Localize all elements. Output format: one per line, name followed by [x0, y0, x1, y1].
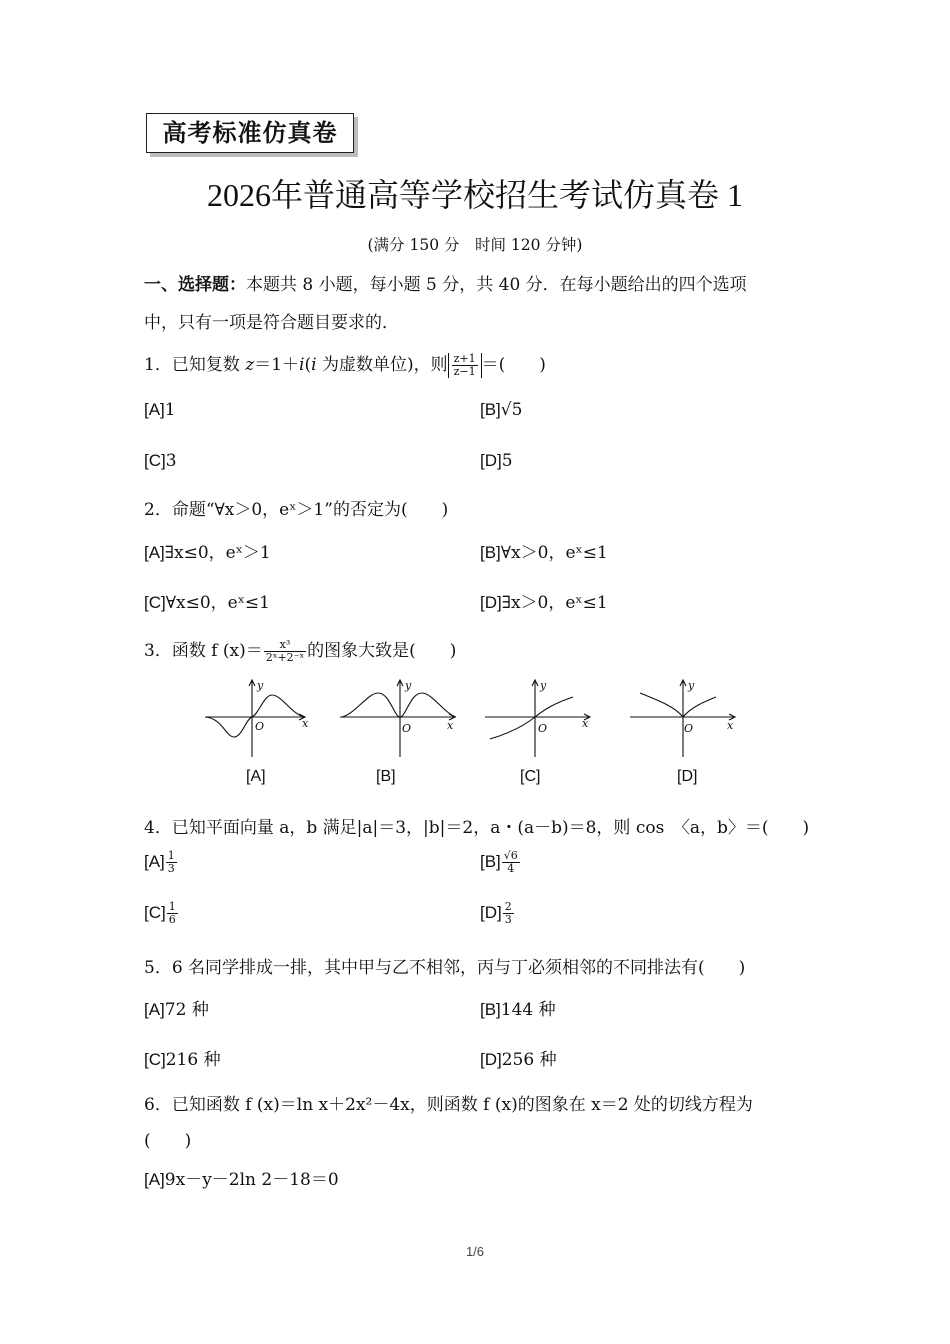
svg-text:O: O [538, 722, 548, 735]
question-2-stem: 2．命题“∀x＞0，eˣ＞1”的否定为( ) [144, 500, 449, 520]
question-6-stem-line1: 6．已知函数 f (x)＝ln x＋2x²－4x，则函数 f (x)的图象在 x＝2 处的切线方程为 [144, 1095, 753, 1115]
graph-d[interactable] [630, 680, 735, 757]
q2-option-a[interactable]: [A]∃x≤0，eˣ＞1 [144, 543, 271, 563]
svg-text:x: x [302, 717, 309, 730]
q1-option-b[interactable]: [B]√5 [480, 400, 523, 420]
section-intro-line2: 中，只有一项是符合题目要求的． [144, 313, 399, 333]
svg-text:x: x [582, 717, 589, 730]
graph-b[interactable] [340, 680, 456, 757]
svg-text:y: y [540, 679, 547, 692]
svg-text:O: O [402, 722, 412, 735]
graph-label-b: [B] [376, 768, 396, 785]
section-intro-line1 [144, 270, 747, 295]
q5-option-a[interactable]: [A]72 种 [144, 1000, 209, 1020]
question-6-stem-line2: ( ) [144, 1131, 192, 1151]
svg-text:y: y [257, 679, 264, 692]
svg-text:x: x [447, 719, 454, 732]
q2-option-b[interactable]: [B]∀x＞0，eˣ≤1 [480, 543, 608, 563]
header-badge: 高考标准仿真卷 [146, 113, 354, 153]
q5-option-d[interactable]: [D]256 种 [480, 1050, 557, 1070]
q6-option-a[interactable]: [A]9x－y－2ln 2－18＝0 [144, 1170, 339, 1190]
q4-option-a[interactable]: [A] $\frac{1}{3}$ [144, 849, 175, 875]
section-heading: 一、选择题： [144, 275, 246, 295]
q2-option-c[interactable]: [C]∀x≤0，eˣ≤1 [144, 593, 270, 613]
graph-c[interactable] [485, 680, 590, 757]
svg-text:O: O [255, 720, 265, 733]
q3-graphs [0, 675, 950, 765]
svg-text:y: y [405, 679, 412, 692]
section-intro-text: 本题共 8 小题，每小题 5 分，共 40 分．在每小题给出的四个选项 [246, 275, 747, 295]
q4-option-b[interactable]: [B] $\frac{√6}{4}$ [480, 849, 518, 875]
svg-text:y: y [688, 679, 695, 692]
q1-option-a[interactable]: [A]1 [144, 400, 176, 420]
q4-option-c[interactable]: [C] $\frac{1}{6}$ [144, 900, 176, 926]
graph-label-d: [D] [677, 768, 698, 785]
question-4-stem: 4．已知平面向量 a，b 满足|a|＝3，|b|＝2，a・(a－b)＝8，则 cos 〈a，b〉＝( ) [144, 818, 810, 838]
graph-label-c: [C] [520, 768, 541, 785]
graph-a[interactable] [205, 680, 305, 757]
exam-info: (满分 150 分 时间 120 分钟) [367, 236, 583, 254]
svg-text:x: x [727, 719, 734, 732]
question-1-stem: 1．已知复数 z＝1＋i(i 为虚数单位)，则 $\frac{z+1}{z-1}$ ＝( ) [144, 352, 546, 378]
q5-option-c[interactable]: [C]216 种 [144, 1050, 221, 1070]
page-title: 2026年普通高等学校招生考试仿真卷 1 [206, 177, 743, 213]
abs-fraction: $\frac{z+1}{z-1}$ [448, 353, 482, 378]
q5-option-b[interactable]: [B]144 种 [480, 1000, 556, 1020]
page-number: 1/6 [465, 1244, 485, 1259]
q1-option-c[interactable]: [C]3 [144, 451, 177, 471]
svg-text:O: O [684, 722, 694, 735]
question-3-stem: 3．函数 f (x)＝ $\frac{\text{x³}}{\text{2ˣ+2⁻ˣ}}$ 的图象大致是( ) [144, 638, 457, 664]
graph-label-a: [A] [246, 768, 266, 785]
q2-option-d[interactable]: [D]∃x＞0，eˣ≤1 [480, 593, 608, 613]
q1-option-d[interactable]: [D]5 [480, 451, 513, 471]
question-5-stem: 5．6 名同学排成一排，其中甲与乙不相邻，丙与丁必须相邻的不同排法有( ) [144, 958, 746, 978]
q4-option-d[interactable]: [D] $\frac{2}{3}$ [480, 900, 512, 926]
